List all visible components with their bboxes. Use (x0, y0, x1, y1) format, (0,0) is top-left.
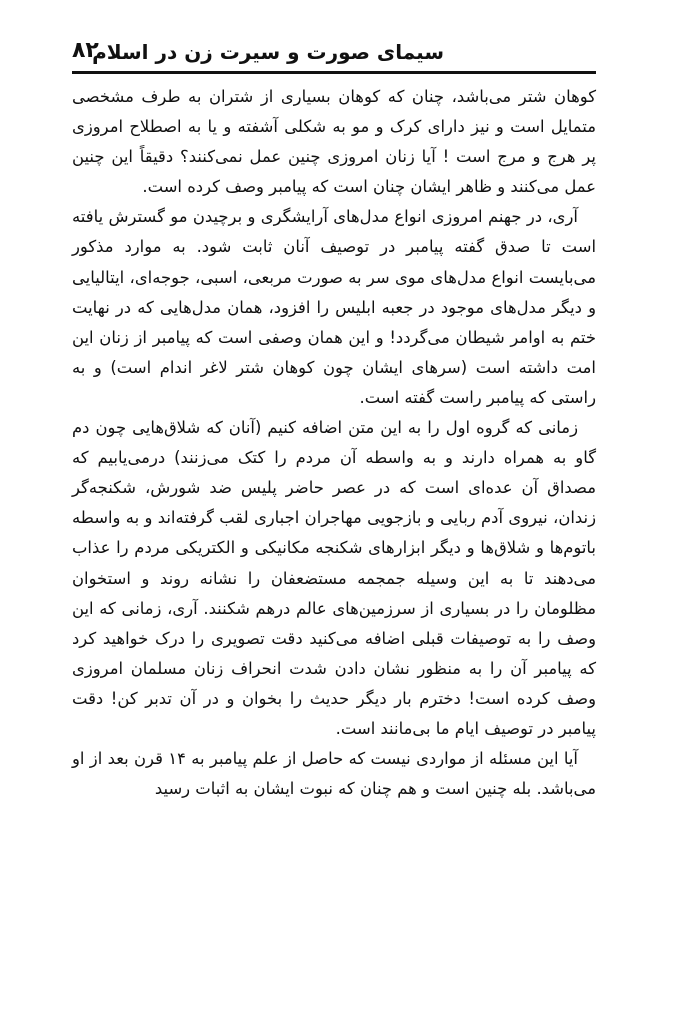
running-title: سیمای صورت و سیرت زن در اسلام (92, 40, 444, 64)
header-divider (72, 71, 596, 74)
paragraph-2: آری، در جهنم امروزی انواع مدل‌های آرایشگری و برچیدن مو گسترش یافته است تا صدق گفته پیامبر در توصیف آنان ثابت شود. به موارد مذکور می‌بایست انواع مدل‌های موی سر به صورت مربعی، اسبی، جوجه‌ای، ایتالیایی و دیگر مدل‌های موجود در جعبه ابلیس را افزود، همان مدل‌هایی که در نهایت ختم به اوامر شیطان می‌گردد! و این همان وصفی است که پیامبر از زنان این امت داشته است (سرهای ایشان چون کوهان شتر لاغر اندام است) و به راستی که پیامبر راست گفته است. (72, 207, 596, 407)
page-header (72, 30, 596, 74)
paragraph-1: کوهان شتر می‌باشد، چنان که کوهان بسیاری از شتران به طرف مشخصی متمایل است و نیز دارای کرک و مو به شکلی آشفته و یا به اصطلاح امروزی پر هرج و مرج است ! آیا زنان امروزی چنین عمل نمی‌کنند؟ دقیقاً این چنین عمل می‌کنند و ظاهر ایشان چنان است که پیامبر وصف کرده است. (72, 87, 596, 197)
paragraph-4: آیا این مسئله از مواردی نیست که حاصل از علم پیامبر به ۱۴ قرن بعد از او می‌باشد. بله چنین است و هم چنان که نبوت ایشان به اثبات رسید (72, 749, 596, 799)
page-number: ۸۲ (72, 38, 99, 63)
body-text (72, 82, 596, 982)
paragraph-3: زمانی که گروه اول را به این متن اضافه کنیم (آنان که شلاق‌هایی چون دم گاو به همراه دارند و به واسطه آن مردم را کتک می‌زنند) درمی‌یابیم که مصداق آن عده‌ای است که در عصر حاضر پلیس ضد شورش، شکنجه‌گر زندان، نیروی آدم ربایی و بازجویی مهاجران اجباری لقب گرفته‌اند و به واسطه باتوم‌ها و شلاق‌ها و دیگر ابزارهای شکنجه مکانیکی و الکتریکی مردم را عذاب می‌دهند تا به این وسیله جمجمه مستضعفان را نشانه روند و استخوان مظلومان را در بسیاری از سرزمین‌های عالم درهم شکنند. آری، زمانی که این وصف را به توصیفات قبلی اضافه می‌کنید دقت تصویری را درک خواهید کرد که پیامبر آن را به منظور نشان دادن شدت انحراف زنان مسلمان امروزی وصف کرده است! دخترم بار دیگر حدیث را بخوان و در آن تدبر کن! دقت پیامبر در توصیف ایام ما بی‌مانند است. (72, 418, 596, 738)
